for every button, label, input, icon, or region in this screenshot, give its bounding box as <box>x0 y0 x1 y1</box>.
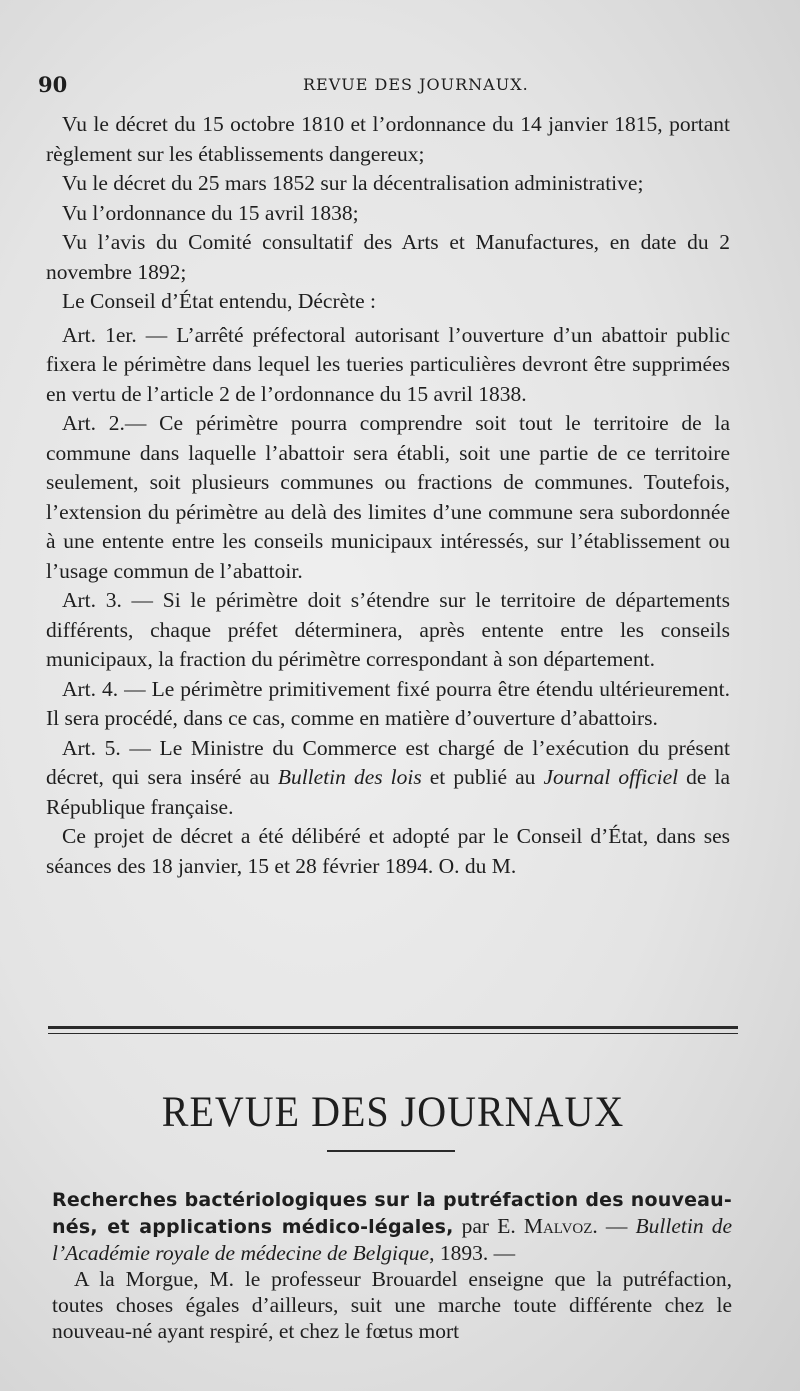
article-4: Art. 4. — Le périmètre primitivement fixé pourra être étendu ultérieurement. Il sera procédé, dans ce cas, comme en matière d’ouverture d’abattoirs. <box>46 676 730 730</box>
byline-prefix: par E. <box>453 1214 524 1238</box>
page-header <box>38 72 728 98</box>
section-divider <box>48 1033 738 1034</box>
decree-closing: Ce projet de décret a été délibéré et adopté par le Conseil d’État, dans ses séances des 18 janvier, 15 et 28 février 1894. O. du M. <box>46 824 730 878</box>
section-divider <box>48 1026 738 1029</box>
decree-paragraph: Vu le décret du 25 mars 1852 sur la décentralisation administrative; <box>62 171 644 195</box>
page-number: 90 <box>38 72 68 97</box>
article-source: Bulletin de l’Académie royale de médecine de Belgique <box>52 1214 733 1265</box>
article-author: Malvoz. <box>523 1214 598 1238</box>
article-heading <box>52 1186 732 1266</box>
bulletin-des-lois: Bulletin des lois <box>277 765 422 789</box>
article-1: Art. 1er. — L’arrêté préfectoral autorisant l’ouverture d’un abattoir public fixera le périmètre dans lequel les tueries particulières devront être supprimées en vertu de l’article 2 de l’ordonnance du 15 avril 1838. <box>46 322 730 406</box>
source-dash: — <box>605 1214 636 1238</box>
article-body: A la Morgue, M. le professeur Brouardel enseigne que la putréfaction, toutes choses égales d’ailleurs, suit une marche toute différente chez le nouveau-né ayant respiré, et chez le fœtus mort <box>52 1267 732 1343</box>
article-5-text: de la République française. <box>46 765 730 819</box>
article-5-text: Art. 5. — Le Ministre du Commerce est chargé de l’exécution du présent décret, qui sera inséré au <box>46 735 730 789</box>
article-5-text: et publié au <box>421 765 544 789</box>
journal-officiel: Journal officiel <box>543 765 679 789</box>
section-title: REVUE DES JOURNAUX <box>161 1087 625 1136</box>
decree-paragraph: Vu le décret du 15 octobre 1810 et l’ordonnance du 14 janvier 1815, portant règlement sur les établissements dangereux; <box>46 112 730 166</box>
article-title: Recherches bactériologiques sur la putréfaction des nouveau-nés, et applications médico-légales, <box>52 1189 732 1238</box>
decree-text <box>46 110 730 881</box>
running-head: REVUE DES JOURNAUX. <box>303 75 529 94</box>
source-year: , 1893. — <box>429 1241 516 1265</box>
article-5 <box>46 734 730 823</box>
decree-paragraph: Le Conseil d’État entendu, Décrète : <box>62 289 377 313</box>
article-2: Art. 2.— Ce périmètre pourra comprendre soit tout le territoire de la commune dans laquelle l’abattoir sera établi, soit une partie de ce territoire seulement, soit plusieurs communes ou fractions de communes. Toutefois, l’extension du périmètre au delà des limites d’une commune sera subordonnée à une entente entre les conseils municipaux intéressés, sur l’établissement ou l’usage commun de l’abattoir. <box>46 411 730 583</box>
decree-paragraph: Vu l’avis du Comité consultatif des Arts et Manufactures, en date du 2 novembre 1892; <box>46 230 730 284</box>
decree-paragraph: Vu l’ordonnance du 15 avril 1838; <box>62 200 359 225</box>
journal-review-article <box>52 1186 732 1344</box>
article-3: Art. 3. — Si le périmètre doit s’étendre sur le territoire de départements différents, chaque préfet déterminera, après entente entre les conseils municipaux, la fraction du périmètre correspondant à son département. <box>46 588 730 671</box>
title-underline <box>327 1150 455 1152</box>
